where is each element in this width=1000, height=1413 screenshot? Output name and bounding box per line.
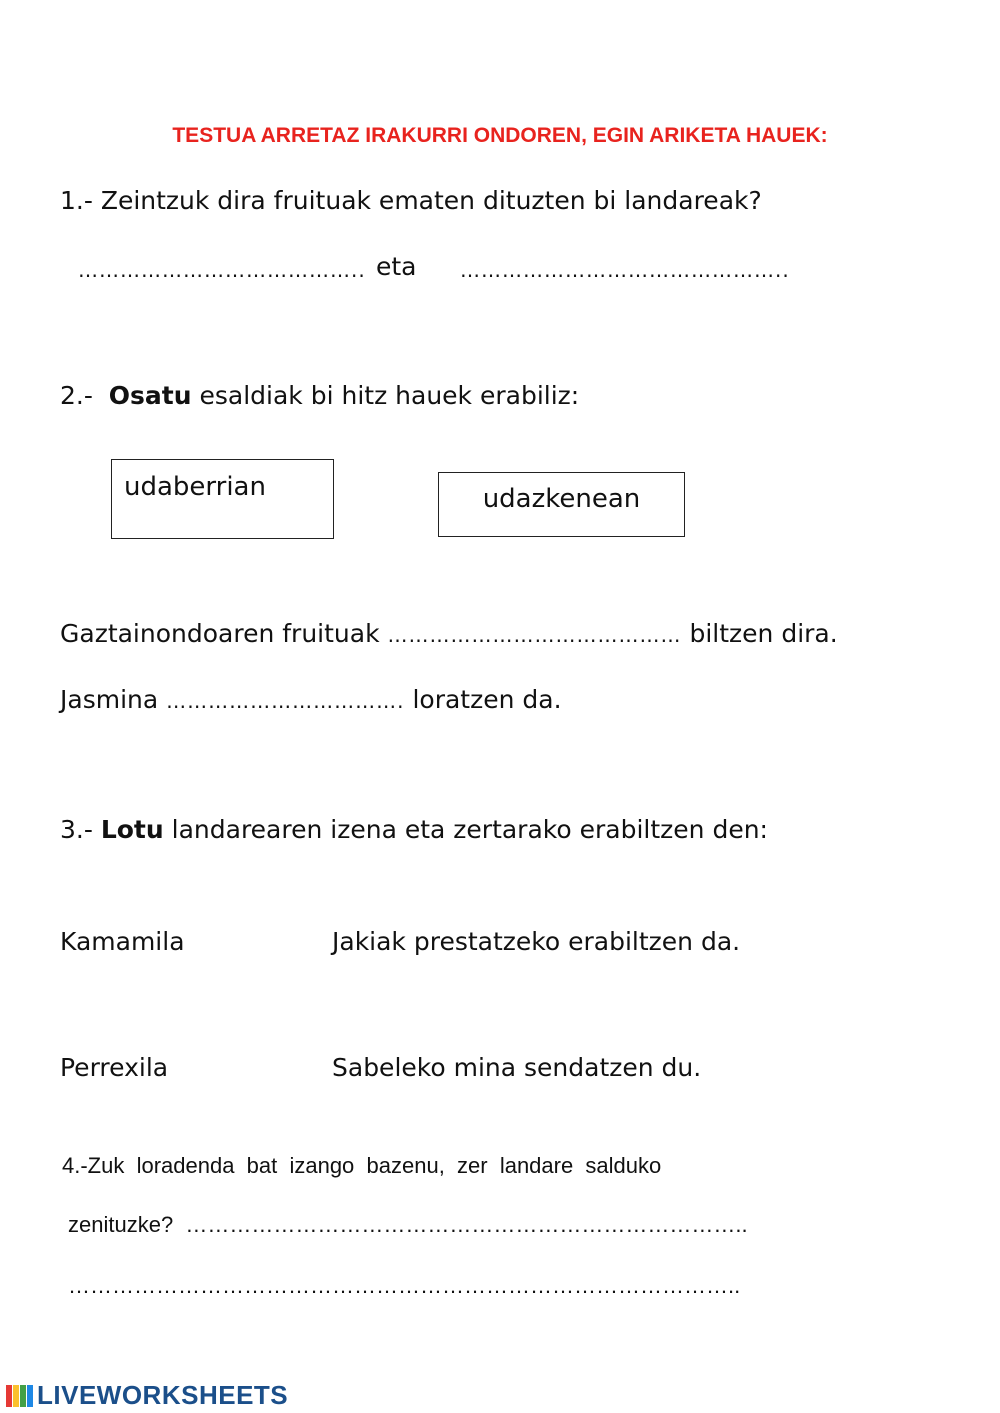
- match-right-jakiak[interactable]: Jakiak prestatzeko erabiltzen da.: [332, 927, 741, 956]
- word-udazkenean: udazkenean: [482, 484, 641, 514]
- answer-blank-1b[interactable]: ………………………………………..: [460, 258, 790, 282]
- question-2: [60, 381, 579, 410]
- question-4-end: zenituzke?: [68, 1212, 174, 1237]
- answer-blank-1a[interactable]: …………………………………..: [78, 258, 366, 282]
- logo-text: LIVEWORKSHEETS: [37, 1380, 289, 1410]
- word-udaberrian: udaberrian: [124, 472, 266, 502]
- question-1: 1.- Zeintzuk dira fruituak ematen dituzten bi landareak?: [60, 186, 762, 215]
- match-left-kamamila[interactable]: Kamamila: [60, 927, 185, 956]
- word-box-udaberrian: [111, 459, 334, 539]
- sentence-2-end: loratzen da.: [412, 685, 562, 714]
- question-4: 4.-Zuk loradenda bat izango bazenu, zer landare salduko: [62, 1153, 662, 1178]
- match-right-sabeleko[interactable]: Sabeleko mina sendatzen du.: [332, 1053, 702, 1082]
- liveworksheets-logo: [6, 1380, 288, 1411]
- question-3-number: 3.-: [60, 815, 93, 844]
- question-2-verb: Osatu: [108, 381, 192, 410]
- instructions-heading: TESTUA ARRETAZ IRAKURRI ONDOREN, EGIN ARIKETA HAUEK:: [172, 124, 828, 147]
- question-2-text: esaldiak bi hitz hauek erabiliz:: [199, 381, 580, 410]
- logo-mark-icon: [6, 1385, 34, 1407]
- sentence-2: [60, 685, 562, 714]
- question-3-verb: Lotu: [100, 815, 164, 844]
- answer-blank-4a[interactable]: …………………………………………………………………..: [185, 1212, 748, 1237]
- question-4-line-2: [68, 1212, 748, 1238]
- answer-blank-2a[interactable]: ……………………………………: [387, 623, 682, 647]
- match-left-perrexila[interactable]: Perrexila: [60, 1053, 169, 1082]
- sentence-1-start: Gaztainondoaren fruituak: [60, 619, 380, 648]
- sentence-1: [60, 619, 838, 648]
- sentence-2-start: Jasmina: [60, 685, 159, 714]
- question-3-text: landarearen izena eta zertarako erabiltzen den:: [171, 815, 768, 844]
- conjunction-eta: eta: [376, 252, 417, 281]
- sentence-1-end: biltzen dira.: [689, 619, 838, 648]
- word-box-udazkenean: [438, 472, 685, 537]
- answer-blank-4b[interactable]: ………………………………………………………………………………..: [68, 1273, 741, 1298]
- question-2-number: 2.-: [60, 381, 93, 410]
- answer-blank-2b[interactable]: …………………………….: [166, 689, 405, 713]
- question-3: [60, 815, 768, 844]
